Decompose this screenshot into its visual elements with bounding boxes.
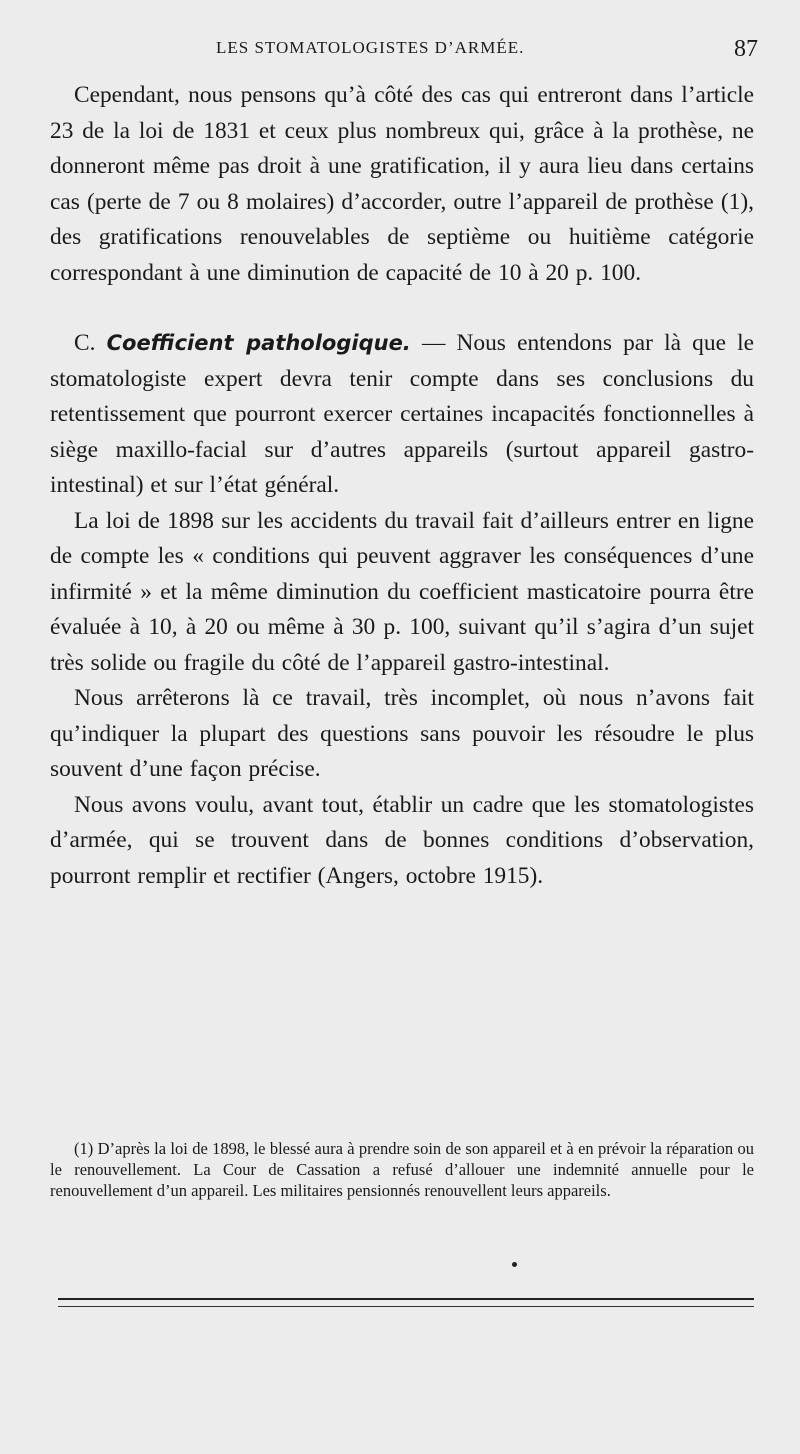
section-text: — Nous entendons par là que le stomatologiste expert devra tenir compte dans ses conclusions du retentissement que pourront exercer certaines incapacités fonctionnelles à siège maxillo-facial sur d’autres appareils (surtout appareil gastro-intestinal) et sur l’état général.	[50, 330, 755, 498]
footnote-marker: (1)	[74, 1139, 94, 1158]
paragraph-nous-arreterons: Nous arrêterons là ce travail, très incomplet, où nous n’avons fait qu’indiquer la plupart des questions sans pouvoir les résoudre le plus souvent d’une façon précise.	[50, 685, 754, 782]
footnote-text: D’après la loi de 1898, le blessé aura à prendre soin de son appareil et à en prévoir la réparation ou le renouvellement. La Cour de Cassation a refusé d’allouer une indemnité annuelle pour le renouvellement d’un appareil. Les militaires pensionnés renouvellent leurs appareils.	[50, 1139, 754, 1200]
section-letter: C.	[74, 330, 107, 356]
page-number: 87	[734, 36, 758, 62]
page-rule-thin	[58, 1306, 754, 1307]
page-rule-thick	[58, 1298, 754, 1300]
paragraph-loi-1898: La loi de 1898 sur les accidents du travail fait d’ailleurs entrer en ligne de compte les « conditions qui peuvent aggraver les conséquences d’une infirmité » et la même diminution du coefficient masticatoire pourra être évaluée à 10, à 20 ou même à 30 p. 100, suivant qu’il s’agira d’un sujet très solide ou fragile du côté de l’appareil gastro-intestinal.	[50, 507, 754, 676]
running-header	[0, 38, 800, 68]
paragraph-coefficient-pathologique	[50, 326, 754, 504]
footnotes	[50, 1138, 754, 1201]
running-title: LES STOMATOLOGISTES D’ARMÉE.	[216, 38, 525, 57]
paragraph-nous-avons-voulu: Nous avons voulu, avant tout, établir un cadre que les stomatologistes d’armée, qui se trouvent dans de bonnes conditions d’observation, pourront remplir et rectifier (Angers, octobre 1915).	[50, 791, 754, 889]
paragraph-cependant: Cependant, nous pensons qu’à côté des cas qui entreront dans l’article 23 de la loi de 1831 et ceux plus nombreux qui, grâce à la prothèse, ne donneront même pas droit à une gratification, il y aura lieu dans certains cas (perte de 7 ou 8 molaires) d’accorder, outre l’appareil de prothèse (1), des gratifications renouvelables de septième ou huitième catégorie correspondant à une diminution de capacité de 10 à 20 p. 100.	[50, 82, 754, 286]
section-heading: Coefficient pathologique.	[106, 331, 411, 355]
footnote-1	[50, 1138, 754, 1201]
main-text	[50, 78, 754, 894]
ink-dot	[512, 1262, 517, 1267]
